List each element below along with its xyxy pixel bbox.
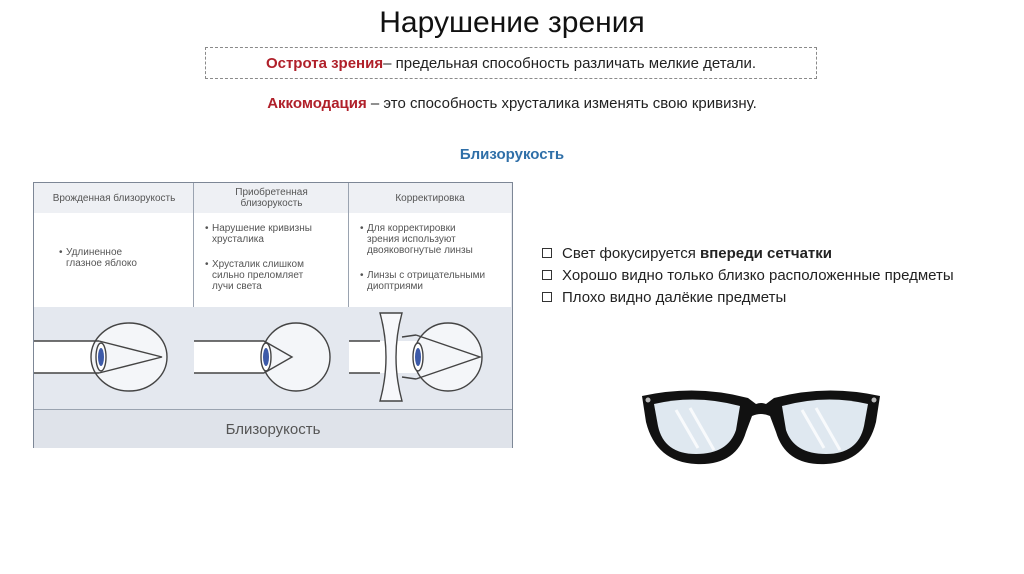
checklist-text: Хорошо видно только близко расположенные предметы — [562, 267, 954, 284]
section-subtitle: Близорукость — [459, 146, 565, 163]
checklist-item — [540, 265, 960, 287]
definition-text: – предельная способность различать мелкие детали. — [383, 54, 757, 72]
accommodation-text: – это способность хрусталика изменять свою кривизну. — [366, 95, 757, 112]
page-title: Нарушение зрения — [379, 6, 645, 39]
checkbox-icon — [542, 270, 552, 280]
checklist-bold-text: впереди сетчатки — [699, 245, 832, 262]
definition-box — [205, 47, 817, 79]
definition-term: Острота зрения — [265, 54, 384, 72]
myopia-diagram — [33, 182, 513, 448]
column-body — [34, 213, 194, 307]
column-header: Приобретенная близорукость — [194, 183, 349, 214]
column-bullet: • Линзы с отрицательными диоптриями — [367, 270, 485, 292]
column-body — [349, 213, 511, 307]
symptom-checklist — [540, 243, 960, 309]
accommodation-term: Аккомодация — [267, 95, 367, 112]
checklist-text: Свет фокусируется — [562, 245, 700, 262]
accommodation-line — [0, 95, 1024, 112]
diagram-footer: Близорукость — [34, 409, 512, 448]
column-bullet: • Для корректировки зрения используют двояковогнутые линзы — [367, 223, 473, 256]
column-bullet: • Нарушение кривизны хрусталика — [212, 223, 312, 245]
column-header: Врожденная близорукость — [34, 183, 194, 214]
column-body — [194, 213, 349, 307]
checklist-item — [540, 287, 960, 309]
column-bullet: • Хрусталик слишком сильно преломляет лучи света — [212, 259, 304, 292]
glasses-icon — [636, 382, 886, 472]
checklist-text: Плохо видно далёкие предметы — [562, 289, 787, 306]
checklist-item — [540, 243, 960, 265]
checkbox-icon — [542, 248, 552, 258]
eye-diagram-icon — [34, 307, 511, 409]
column-header: Корректировка — [349, 183, 511, 214]
checkbox-icon — [542, 292, 552, 302]
column-bullet: • Удлиненное глазное яблоко — [66, 247, 137, 269]
